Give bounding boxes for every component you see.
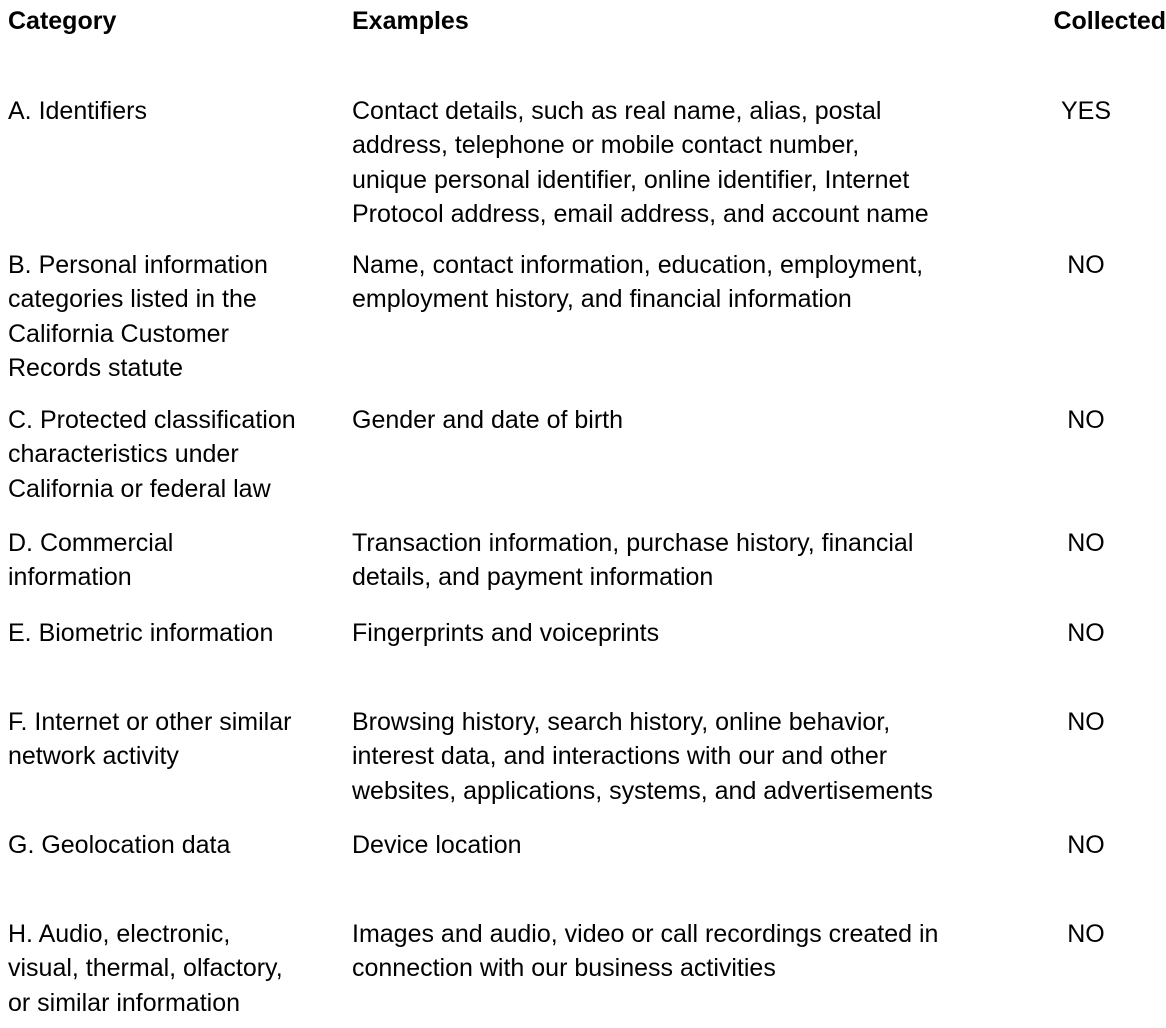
- category-cell: H. Audio, electronic, visual, thermal, olfactory, or similar information: [8, 920, 283, 1017]
- collected-cell: NO: [1067, 831, 1105, 859]
- collected-cell: NO: [1067, 406, 1105, 434]
- category-cell: G. Geolocation data: [8, 831, 231, 859]
- category-column-header: Category: [8, 7, 117, 35]
- examples-cell: Device location: [352, 831, 522, 859]
- category-cell: F. Internet or other similar network activity: [8, 708, 292, 771]
- collected-cell: NO: [1067, 619, 1105, 647]
- examples-cell: Browsing history, search history, online behavior, interest data, and interactions with our and other websites, applications, systems, and advertisements: [352, 708, 933, 805]
- examples-cell: Gender and date of birth: [352, 406, 624, 434]
- examples-cell: Contact details, such as real name, alias, postal address, telephone or mobile contact number, unique personal identifier, online identifier, Internet Protocol address, email address, and account name: [352, 97, 929, 229]
- examples-column-header: Examples: [352, 7, 469, 35]
- category-cell: B. Personal information categories listed in the California Customer Records statute: [8, 251, 268, 383]
- collected-cell: YES: [1060, 97, 1112, 125]
- examples-cell: Name, contact information, education, employment, employment history, and financial information: [352, 251, 924, 314]
- collected-cell: NO: [1067, 529, 1105, 557]
- examples-cell: Transaction information, purchase history, financial details, and payment information: [352, 529, 914, 592]
- collected-column-header: Collected: [1053, 7, 1166, 35]
- collected-cell: NO: [1067, 708, 1105, 736]
- examples-cell: Fingerprints and voiceprints: [352, 619, 660, 647]
- category-cell: D. Commercial information: [8, 529, 174, 592]
- category-cell: A. Identifiers: [8, 97, 147, 125]
- collected-cell: NO: [1067, 251, 1105, 279]
- examples-cell: Images and audio, video or call recordings created in connection with our business activities: [352, 920, 939, 983]
- category-cell: C. Protected classification characteristics under California or federal law: [8, 406, 296, 503]
- collected-cell: NO: [1067, 920, 1105, 948]
- category-cell: E. Biometric information: [8, 619, 274, 647]
